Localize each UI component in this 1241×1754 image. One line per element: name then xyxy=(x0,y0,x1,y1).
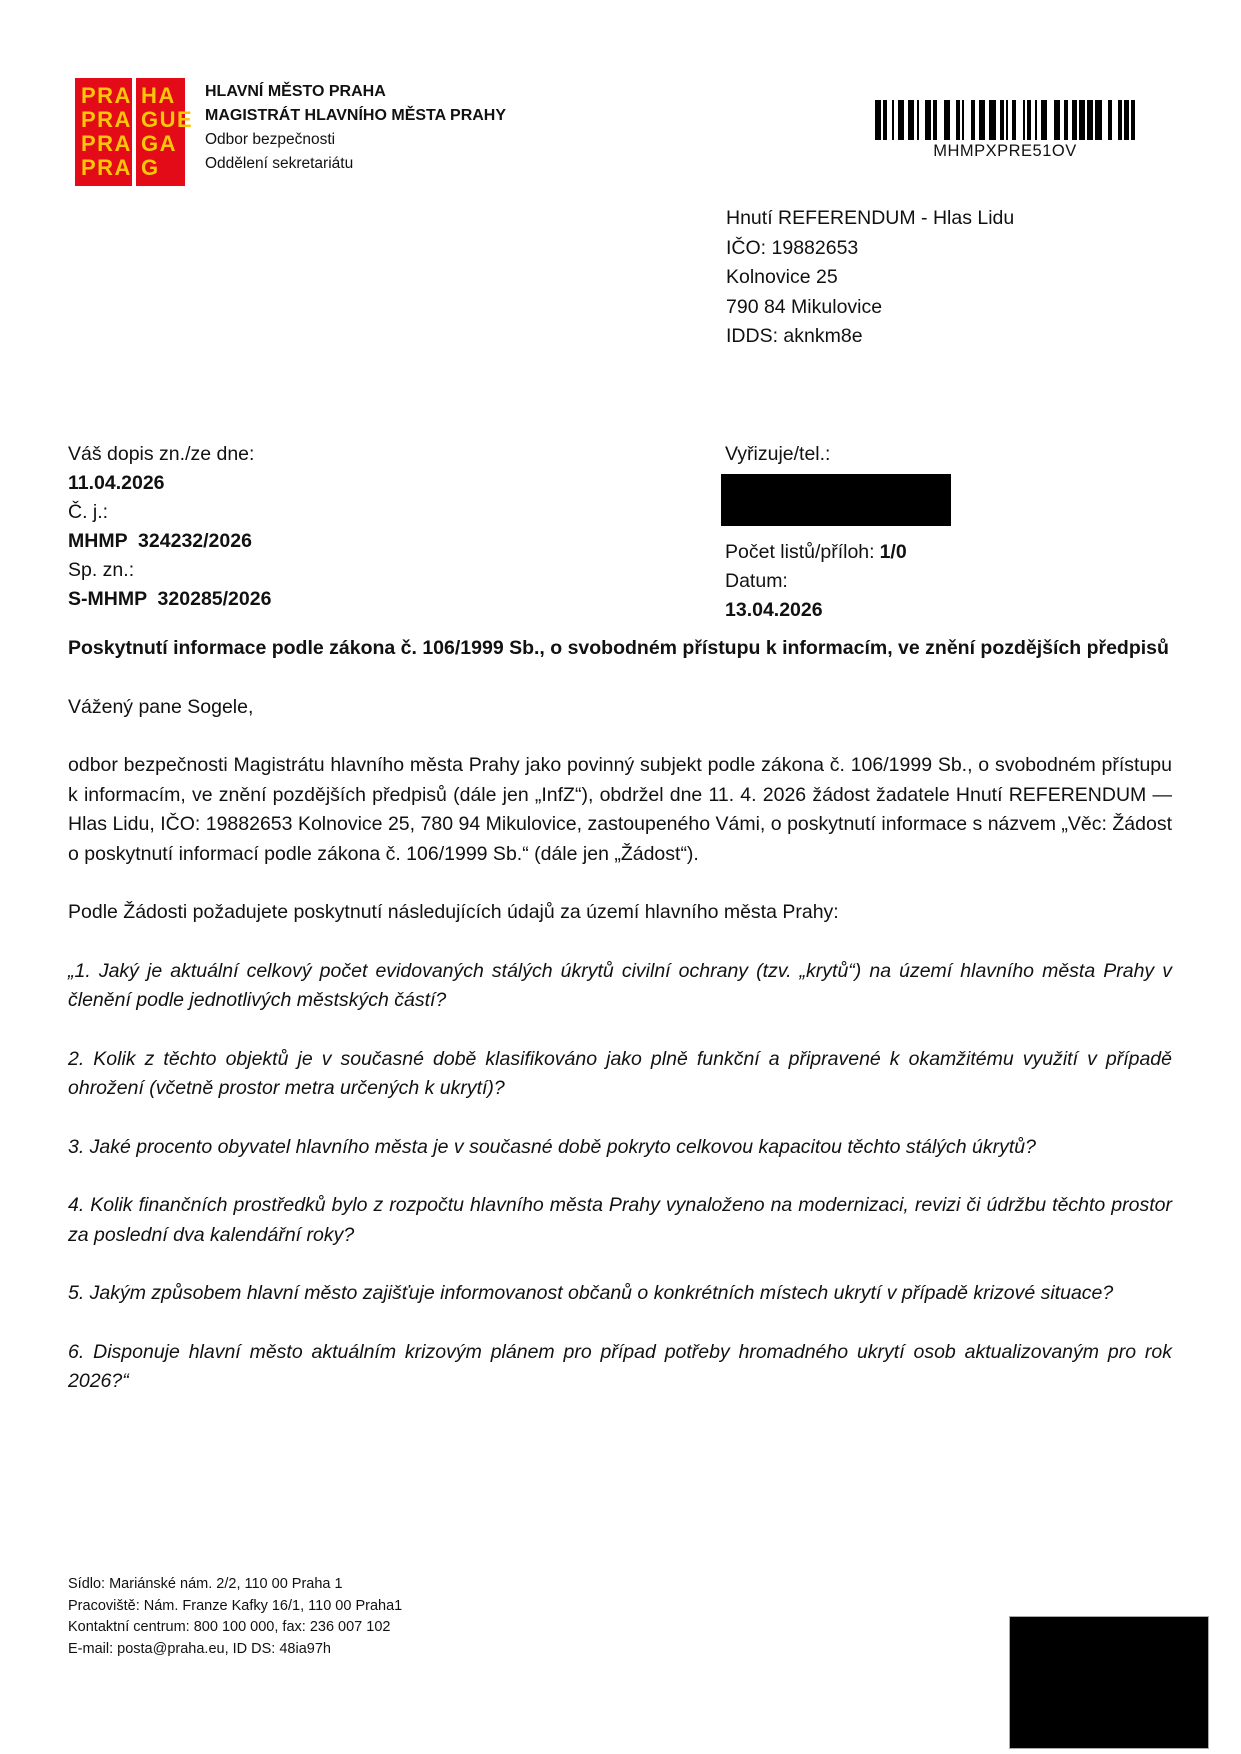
redacted-handler-info xyxy=(721,474,951,526)
org-unit: Oddělení sekretariátu xyxy=(205,155,354,172)
letter-body xyxy=(68,634,1172,1426)
footer-sidlo: Sídlo: Mariánské nám. 2/2, 110 00 Praha 1 xyxy=(68,1576,343,1592)
logo-text: PRA xyxy=(81,155,132,180)
reference-left-column xyxy=(68,440,271,614)
your-letter-label: Váš dopis zn./ze dne: xyxy=(68,443,255,465)
spzn-label: Sp. zn.: xyxy=(68,559,135,581)
question-1: „1. Jaký je aktuální celkový počet evidovaných stálých úkrytů civilní ochrany (tzv. „krytů“) na území hlavního města Prahy v členění podle jednotlivých městských částí? xyxy=(68,959,1172,1011)
logo-text: PRA xyxy=(81,131,132,156)
org-department: Odbor bezpečnosti xyxy=(205,131,336,148)
praha-logo xyxy=(75,78,194,186)
pages-line xyxy=(725,538,951,567)
handler-label: Vyřizuje/tel.: xyxy=(725,443,831,465)
barcode-label: MHMPXPRE51OV xyxy=(933,142,1077,160)
barcode-image xyxy=(875,100,1135,140)
cj-label: Č. j.: xyxy=(68,501,109,523)
recipient-idds: IDDS: aknkm8e xyxy=(726,325,863,347)
question-4: 4. Kolik finančních prostředků bylo z rozpočtu hlavního města Prahy vynaloženo na modernizaci, revizi či údržbu těchto prostor za poslední dva kalendářní roky? xyxy=(68,1194,1172,1246)
question-3: 3. Jaké procento obyvatel hlavního města je v současné době pokryto celkovou kapacitou těchto stálých úkrytů? xyxy=(68,1135,1036,1158)
pages-value: 1/0 xyxy=(879,541,907,563)
question-5: 5. Jakým způsobem hlavní město zajišťuje informovanost občanů o konkrétních místech ukrytí v případě krizové situace? xyxy=(68,1282,1114,1304)
redacted-signature-stamp xyxy=(1009,1616,1209,1749)
footer-contact-block xyxy=(68,1574,402,1660)
your-letter-value: 11.04.2026 xyxy=(68,472,165,494)
subject-line: Poskytnutí informace podle zákona č. 106/1999 Sb., o svobodném přístupu k informacím, ve znění pozdějších předpisů xyxy=(68,637,1169,659)
spzn-value: S-MHMP 320285/2026 xyxy=(68,588,272,610)
date-label: Datum: xyxy=(725,570,788,592)
logo-text: G xyxy=(141,155,160,180)
org-name-city: HLAVNÍ MĚSTO PRAHA xyxy=(205,83,386,100)
body-paragraph-1: odbor bezpečnosti Magistrátu hlavního města Prahy jako povinný subjekt podle zákona č. 106/1999 Sb., o svobodném přístupu k informacím, ve znění pozdějších předpisů (dále jen „InfZ“), obdržel dne 11. 4. 2026 žádost žadatele Hnutí REFERENDUM — Hlas Lidu, IČO: 19882653 Kolnovice 25, 780 94 Mikulovice, zastoupeného Vámi, o poskytnutí informace s názvem „Věc: Žádost o poskytnutí informací podle zákona č. 106/1999 Sb.“ (dále jen „Žádost“). xyxy=(68,754,1172,865)
footer-kontaktni-centrum: Kontaktní centrum: 800 100 000, fax: 236 007 102 xyxy=(68,1619,391,1635)
letterhead-org-block xyxy=(205,80,506,176)
footer-email: E-mail: posta@praha.eu, ID DS: 48ia97h xyxy=(68,1640,331,1657)
question-2: 2. Kolik z těchto objektů je v současné době klasifikováno jako plně funkční a připravené k okamžitému využití v případě ohrožení (včetně prostor metra určených k ukrytí)? xyxy=(68,1047,1172,1099)
logo-text: HA xyxy=(141,83,176,108)
question-6: 6. Disponuje hlavní město aktuálním krizovým plánem pro případ potřeby hromadného ukrytí osob aktualizovaným pro rok 2026?“ xyxy=(68,1340,1172,1392)
logo-text: PRA xyxy=(81,83,132,108)
recipient-address-block xyxy=(726,204,1014,352)
logo-text: GUE xyxy=(141,107,194,132)
praha-logo-right-column xyxy=(136,78,194,186)
date-value: 13.04.2026 xyxy=(725,599,823,621)
pages-label: Počet listů/příloh: xyxy=(725,541,875,563)
salutation: Vážený pane Sogele, xyxy=(68,695,254,718)
recipient-name: Hnutí REFERENDUM - Hlas Lidu xyxy=(726,207,1015,229)
recipient-city: 790 84 Mikulovice xyxy=(726,295,883,318)
org-name-magistrate: MAGISTRÁT HLAVNÍHO MĚSTA PRAHY xyxy=(205,107,507,124)
logo-text: PRA xyxy=(81,107,132,132)
recipient-ico: IČO: 19882653 xyxy=(726,236,859,259)
praha-logo-left-column xyxy=(75,78,132,186)
body-paragraph-2: Podle Žádosti požadujete poskytnutí následujících údajů za území hlavního města Prahy: xyxy=(68,901,839,923)
cj-value: MHMP 324232/2026 xyxy=(68,530,252,552)
recipient-street: Kolnovice 25 xyxy=(726,266,838,288)
reference-right-column xyxy=(725,440,951,625)
footer-pracoviste: Pracoviště: Nám. Franze Kafky 16/1, 110 00 Praha1 xyxy=(68,1597,403,1614)
document-barcode-block xyxy=(875,100,1135,161)
logo-text: GA xyxy=(141,131,177,156)
